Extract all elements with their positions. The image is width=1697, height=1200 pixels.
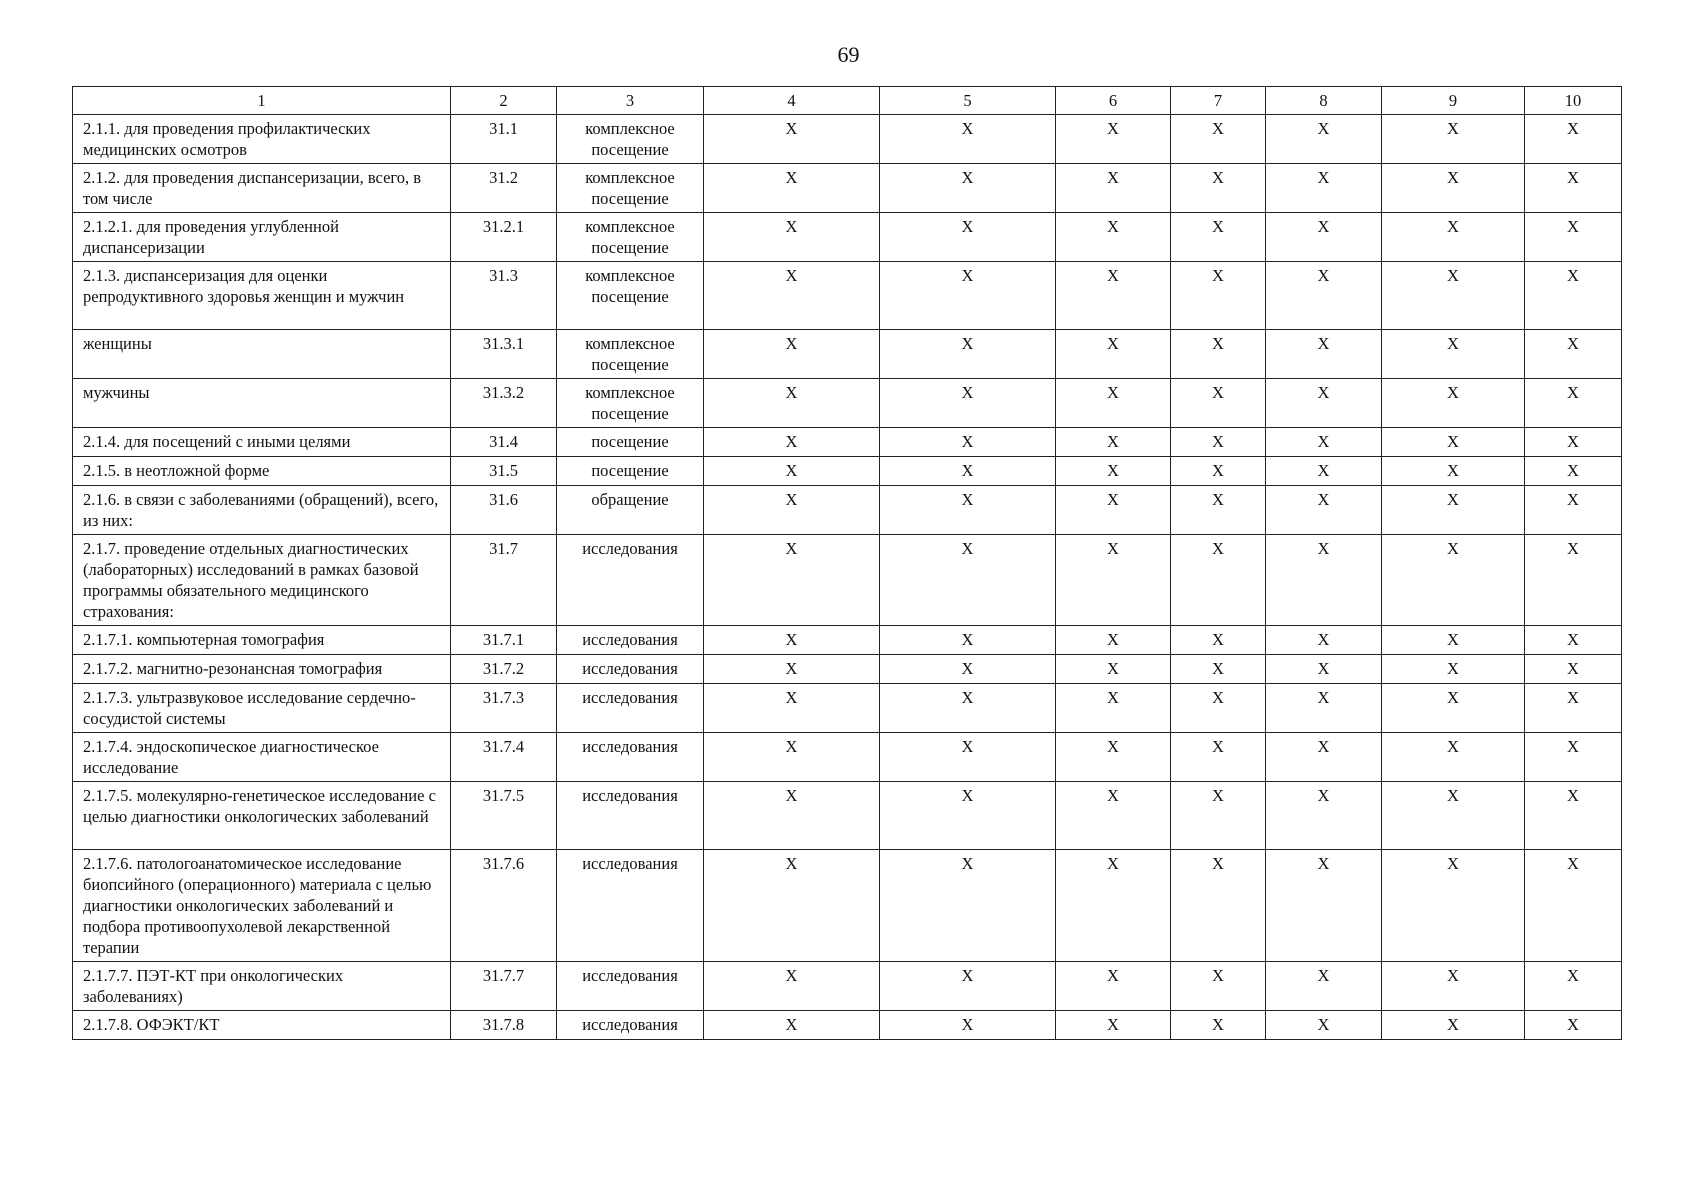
row-value: X xyxy=(1056,962,1171,1011)
row-value: X xyxy=(1266,428,1382,457)
row-code: 31.7.7 xyxy=(451,962,557,1011)
row-code: 31.5 xyxy=(451,457,557,486)
row-unit: обращение xyxy=(557,486,704,535)
row-value: X xyxy=(1382,684,1525,733)
table-row xyxy=(73,379,1622,428)
row-code: 31.7.5 xyxy=(451,782,557,850)
row-value: X xyxy=(1056,535,1171,626)
column-header: 6 xyxy=(1056,87,1171,115)
row-unit: комплексное посещение xyxy=(557,115,704,164)
row-value: X xyxy=(1266,733,1382,782)
row-value: X xyxy=(1382,262,1525,330)
row-value: X xyxy=(1171,262,1266,330)
column-header: 3 xyxy=(557,87,704,115)
row-value: X xyxy=(1525,535,1622,626)
row-value: X xyxy=(1525,684,1622,733)
row-value: X xyxy=(1382,850,1525,962)
header-row xyxy=(73,87,1622,115)
row-name: 2.1.7.6. патологоанатомическое исследование биопсийного (операционного) материала с целью диагностики онкологических заболеваний и подбора противоопухолевой лекарственной терапии xyxy=(73,850,451,962)
row-value: X xyxy=(1171,164,1266,213)
row-value: X xyxy=(1266,962,1382,1011)
row-value: X xyxy=(704,733,880,782)
table-row xyxy=(73,213,1622,262)
row-unit: исследования xyxy=(557,782,704,850)
row-name: 2.1.7.3. ультразвуковое исследование сердечно-сосудистой системы xyxy=(73,684,451,733)
row-name: 2.1.7.8. ОФЭКТ/КТ xyxy=(73,1011,451,1040)
row-unit: комплексное посещение xyxy=(557,164,704,213)
column-header: 1 xyxy=(73,87,451,115)
table-row xyxy=(73,733,1622,782)
row-value: X xyxy=(1266,213,1382,262)
row-value: X xyxy=(1056,850,1171,962)
row-value: X xyxy=(1382,1011,1525,1040)
row-value: X xyxy=(1056,626,1171,655)
row-value: X xyxy=(1382,457,1525,486)
row-value: X xyxy=(1171,684,1266,733)
row-value: X xyxy=(880,733,1056,782)
row-unit: исследования xyxy=(557,850,704,962)
row-name: 2.1.7.1. компьютерная томография xyxy=(73,626,451,655)
row-name: 2.1.7.2. магнитно-резонансная томография xyxy=(73,655,451,684)
row-value: X xyxy=(1171,457,1266,486)
row-code: 31.7.2 xyxy=(451,655,557,684)
row-value: X xyxy=(1382,733,1525,782)
row-value: X xyxy=(1525,655,1622,684)
row-value: X xyxy=(880,962,1056,1011)
row-value: X xyxy=(1056,115,1171,164)
row-value: X xyxy=(1525,457,1622,486)
row-value: X xyxy=(1171,535,1266,626)
row-unit: исследования xyxy=(557,655,704,684)
table-row xyxy=(73,330,1622,379)
row-unit: исследования xyxy=(557,733,704,782)
row-value: X xyxy=(1266,655,1382,684)
row-value: X xyxy=(1382,486,1525,535)
table-row xyxy=(73,164,1622,213)
row-value: X xyxy=(1056,213,1171,262)
row-code: 31.3 xyxy=(451,262,557,330)
row-value: X xyxy=(1525,850,1622,962)
row-code: 31.2 xyxy=(451,164,557,213)
row-value: X xyxy=(704,428,880,457)
table-row xyxy=(73,457,1622,486)
row-value: X xyxy=(1266,486,1382,535)
row-value: X xyxy=(1382,626,1525,655)
row-unit: исследования xyxy=(557,535,704,626)
row-value: X xyxy=(880,626,1056,655)
row-value: X xyxy=(1382,115,1525,164)
row-value: X xyxy=(1171,115,1266,164)
row-value: X xyxy=(1171,626,1266,655)
row-value: X xyxy=(1525,733,1622,782)
row-value: X xyxy=(1056,486,1171,535)
column-header: 7 xyxy=(1171,87,1266,115)
row-value: X xyxy=(1525,486,1622,535)
row-name: 2.1.4. для посещений с иными целями xyxy=(73,428,451,457)
column-header: 9 xyxy=(1382,87,1525,115)
row-value: X xyxy=(1382,782,1525,850)
row-unit: комплексное посещение xyxy=(557,262,704,330)
row-value: X xyxy=(1266,330,1382,379)
table-row xyxy=(73,262,1622,330)
column-header: 4 xyxy=(704,87,880,115)
row-value: X xyxy=(1525,782,1622,850)
row-unit: посещение xyxy=(557,457,704,486)
row-value: X xyxy=(1171,1011,1266,1040)
row-value: X xyxy=(880,330,1056,379)
row-value: X xyxy=(1056,684,1171,733)
row-code: 31.7 xyxy=(451,535,557,626)
row-name: 2.1.3. диспансеризация для оценки репродуктивного здоровья женщин и мужчин xyxy=(73,262,451,330)
table-row xyxy=(73,850,1622,962)
row-value: X xyxy=(1056,164,1171,213)
row-name: женщины xyxy=(73,330,451,379)
column-header: 2 xyxy=(451,87,557,115)
row-value: X xyxy=(1056,782,1171,850)
table-row xyxy=(73,115,1622,164)
row-unit: комплексное посещение xyxy=(557,379,704,428)
row-value: X xyxy=(1171,962,1266,1011)
row-value: X xyxy=(1382,535,1525,626)
row-value: X xyxy=(1266,115,1382,164)
row-value: X xyxy=(880,379,1056,428)
table-row xyxy=(73,626,1622,655)
row-value: X xyxy=(880,655,1056,684)
table-row xyxy=(73,535,1622,626)
column-header: 8 xyxy=(1266,87,1382,115)
row-value: X xyxy=(1266,457,1382,486)
row-value: X xyxy=(1382,330,1525,379)
row-value: X xyxy=(880,486,1056,535)
row-value: X xyxy=(1056,1011,1171,1040)
row-code: 31.7.8 xyxy=(451,1011,557,1040)
row-value: X xyxy=(1525,262,1622,330)
table-row xyxy=(73,486,1622,535)
row-value: X xyxy=(880,164,1056,213)
row-value: X xyxy=(1382,164,1525,213)
row-value: X xyxy=(1525,428,1622,457)
row-value: X xyxy=(704,486,880,535)
row-value: X xyxy=(1266,262,1382,330)
row-value: X xyxy=(1382,379,1525,428)
row-value: X xyxy=(1382,213,1525,262)
row-name: 2.1.6. в связи с заболеваниями (обращений), всего, из них: xyxy=(73,486,451,535)
row-code: 31.7.4 xyxy=(451,733,557,782)
row-code: 31.7.6 xyxy=(451,850,557,962)
column-header: 5 xyxy=(880,87,1056,115)
row-value: X xyxy=(1382,655,1525,684)
row-value: X xyxy=(880,428,1056,457)
row-value: X xyxy=(1266,379,1382,428)
table-body xyxy=(73,115,1622,1040)
row-name: 2.1.2.1. для проведения углубленной диспансеризации xyxy=(73,213,451,262)
row-code: 31.1 xyxy=(451,115,557,164)
row-value: X xyxy=(704,535,880,626)
row-code: 31.6 xyxy=(451,486,557,535)
table-row xyxy=(73,655,1622,684)
row-name: 2.1.1. для проведения профилактических медицинских осмотров xyxy=(73,115,451,164)
row-value: X xyxy=(1266,164,1382,213)
row-unit: исследования xyxy=(557,684,704,733)
row-value: X xyxy=(880,262,1056,330)
row-value: X xyxy=(1056,733,1171,782)
row-value: X xyxy=(880,850,1056,962)
row-value: X xyxy=(1525,213,1622,262)
row-value: X xyxy=(1056,655,1171,684)
row-name: 2.1.7.4. эндоскопическое диагностическое исследование xyxy=(73,733,451,782)
row-value: X xyxy=(1171,782,1266,850)
row-value: X xyxy=(880,115,1056,164)
row-value: X xyxy=(880,535,1056,626)
row-value: X xyxy=(704,457,880,486)
row-unit: посещение xyxy=(557,428,704,457)
row-value: X xyxy=(1266,850,1382,962)
row-value: X xyxy=(1171,428,1266,457)
row-value: X xyxy=(704,164,880,213)
row-name: 2.1.7. проведение отдельных диагностических (лабораторных) исследований в рамках базовой программы обязательного медицинского страхования: xyxy=(73,535,451,626)
row-value: X xyxy=(1525,164,1622,213)
row-value: X xyxy=(1266,535,1382,626)
row-value: X xyxy=(1056,330,1171,379)
row-value: X xyxy=(1382,428,1525,457)
row-name: мужчины xyxy=(73,379,451,428)
row-value: X xyxy=(704,1011,880,1040)
row-value: X xyxy=(704,262,880,330)
row-value: X xyxy=(1171,379,1266,428)
row-name: 2.1.7.5. молекулярно-генетическое исследование с целью диагностики онкологических заболеваний xyxy=(73,782,451,850)
row-name: 2.1.5. в неотложной форме xyxy=(73,457,451,486)
table-row xyxy=(73,962,1622,1011)
row-value: X xyxy=(1171,486,1266,535)
row-code: 31.3.2 xyxy=(451,379,557,428)
row-value: X xyxy=(1056,262,1171,330)
row-value: X xyxy=(704,962,880,1011)
row-value: X xyxy=(1525,379,1622,428)
row-unit: исследования xyxy=(557,626,704,655)
row-value: X xyxy=(704,626,880,655)
row-value: X xyxy=(704,655,880,684)
row-value: X xyxy=(704,115,880,164)
row-value: X xyxy=(1382,962,1525,1011)
row-code: 31.7.3 xyxy=(451,684,557,733)
row-code: 31.3.1 xyxy=(451,330,557,379)
row-value: X xyxy=(1525,1011,1622,1040)
row-value: X xyxy=(704,782,880,850)
row-value: X xyxy=(704,213,880,262)
row-value: X xyxy=(880,684,1056,733)
row-value: X xyxy=(1266,684,1382,733)
table-row xyxy=(73,684,1622,733)
row-code: 31.4 xyxy=(451,428,557,457)
column-header: 10 xyxy=(1525,87,1622,115)
row-name: 2.1.7.7. ПЭТ-КТ при онкологических заболеваниях) xyxy=(73,962,451,1011)
row-unit: комплексное посещение xyxy=(557,330,704,379)
row-value: X xyxy=(1056,457,1171,486)
row-value: X xyxy=(880,457,1056,486)
table-row xyxy=(73,1011,1622,1040)
data-table xyxy=(72,86,1622,1040)
row-unit: исследования xyxy=(557,962,704,1011)
row-name: 2.1.2. для проведения диспансеризации, всего, в том числе xyxy=(73,164,451,213)
row-value: X xyxy=(1171,850,1266,962)
row-value: X xyxy=(1266,782,1382,850)
row-value: X xyxy=(1171,655,1266,684)
table-row xyxy=(73,428,1622,457)
row-value: X xyxy=(704,379,880,428)
row-value: X xyxy=(1266,626,1382,655)
row-unit: исследования xyxy=(557,1011,704,1040)
row-value: X xyxy=(704,850,880,962)
row-value: X xyxy=(1525,962,1622,1011)
table-row xyxy=(73,782,1622,850)
row-value: X xyxy=(1525,626,1622,655)
row-value: X xyxy=(880,213,1056,262)
row-value: X xyxy=(1525,115,1622,164)
row-unit: комплексное посещение xyxy=(557,213,704,262)
row-value: X xyxy=(704,684,880,733)
row-value: X xyxy=(1171,330,1266,379)
row-value: X xyxy=(1525,330,1622,379)
row-value: X xyxy=(880,1011,1056,1040)
row-code: 31.2.1 xyxy=(451,213,557,262)
row-value: X xyxy=(704,330,880,379)
row-value: X xyxy=(880,782,1056,850)
row-code: 31.7.1 xyxy=(451,626,557,655)
row-value: X xyxy=(1171,213,1266,262)
page-number: 69 xyxy=(837,42,860,67)
row-value: X xyxy=(1266,1011,1382,1040)
row-value: X xyxy=(1056,379,1171,428)
row-value: X xyxy=(1056,428,1171,457)
row-value: X xyxy=(1171,733,1266,782)
